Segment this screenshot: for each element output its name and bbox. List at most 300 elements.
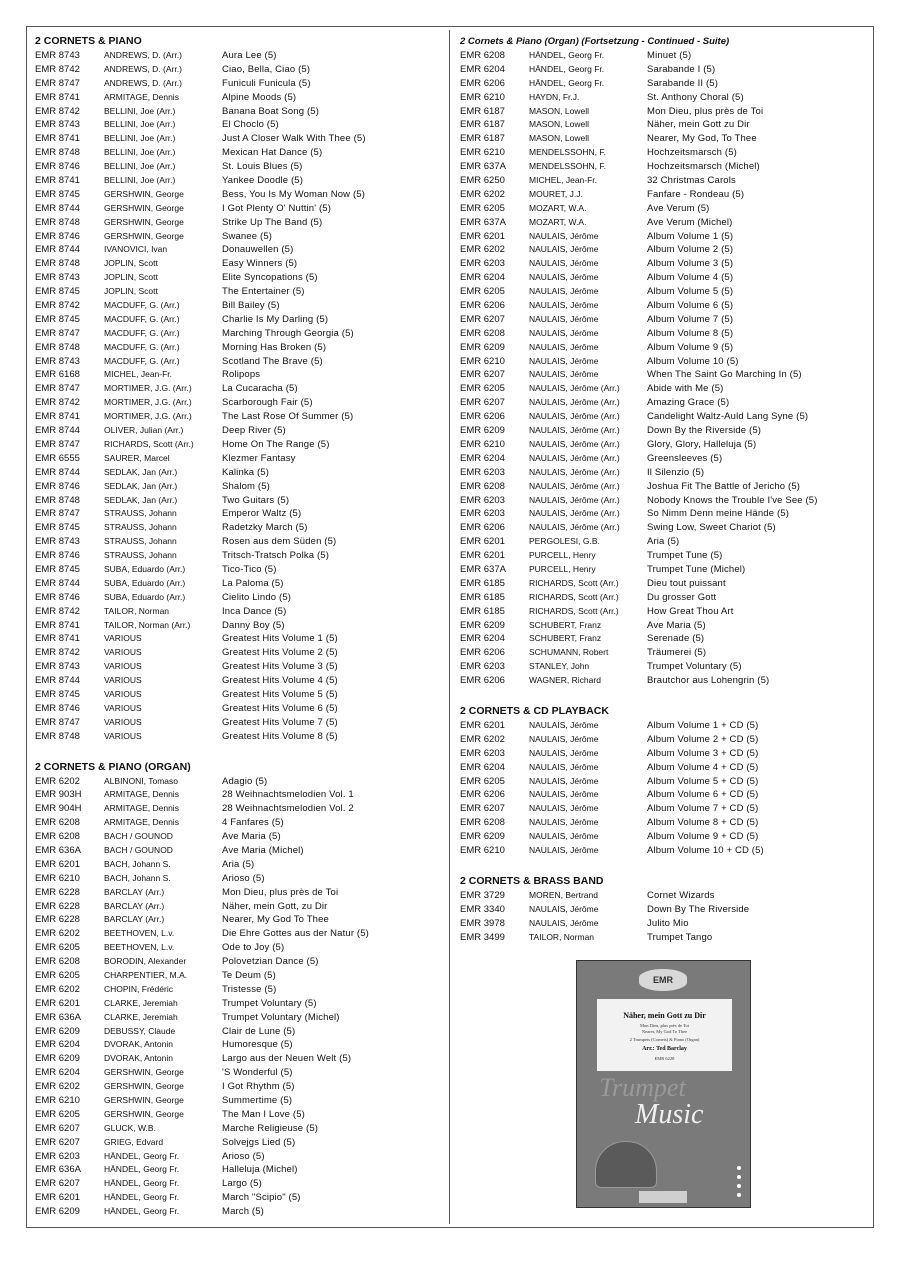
catalog-code: EMR 6209 <box>35 1053 80 1065</box>
piece-title: Strike Up The Band (5) <box>222 216 323 228</box>
composer-name: GERSHWIN, George <box>104 1081 184 1092</box>
catalog-code: EMR 8747 <box>35 327 80 339</box>
composer-name: TAILOR, Norman <box>529 931 595 942</box>
catalog-code: EMR 6203 <box>460 747 505 759</box>
composer-name: ARMITAGE, Dennis <box>104 817 179 828</box>
catalog-row <box>35 132 443 146</box>
catalog-code: EMR 6210 <box>35 872 80 884</box>
composer-name: ANDREWS, D. (Arr.) <box>104 63 182 74</box>
cover-dots <box>737 1166 742 1202</box>
catalog-row <box>35 1108 443 1122</box>
composer-name: BELLINI, Joe (Arr.) <box>104 147 176 158</box>
catalog-row <box>35 969 443 983</box>
catalog-code: EMR 6206 <box>460 675 505 687</box>
composer-name: PERGOLESI, G.B. <box>529 536 600 547</box>
catalog-code: EMR 8745 <box>35 522 80 534</box>
catalog-code: EMR 8741 <box>35 133 80 145</box>
catalog-code: EMR 8746 <box>35 161 80 173</box>
composer-name: NAULAIS, Jérôme <box>529 803 599 814</box>
piece-title: Inca Dance (5) <box>222 605 287 617</box>
catalog-code: EMR 8741 <box>35 619 80 631</box>
piece-title: 'S Wonderful (5) <box>222 1067 293 1079</box>
piece-title: Trumpet Tune (Michel) <box>647 563 746 575</box>
piece-title: Die Ehre Gottes aus der Natur (5) <box>222 928 369 940</box>
composer-name: NAULAIS, Jérôme (Arr.) <box>529 466 620 477</box>
composer-name: HAYDN, Fr.J. <box>529 91 580 102</box>
catalog-code: EMR 6207 <box>35 1178 80 1190</box>
composer-name: HÄNDEL, Georg Fr. <box>529 50 605 60</box>
catalog-code: EMR 8748 <box>35 147 80 159</box>
composer-name: NAULAIS, Jérôme <box>529 286 599 297</box>
catalog-row <box>460 563 868 577</box>
catalog-code: EMR 8748 <box>35 216 80 228</box>
catalog-row <box>460 118 868 132</box>
piece-title: Bill Bailey (5) <box>222 300 280 312</box>
catalog-section <box>35 760 443 1220</box>
piece-title: The Last Rose Of Summer (5) <box>222 411 354 423</box>
catalog-row <box>35 202 443 216</box>
composer-name: MASON, Lowell <box>529 133 589 144</box>
catalog-row <box>460 747 868 761</box>
catalog-row <box>35 146 443 160</box>
catalog-row <box>35 1052 443 1066</box>
composer-name: NAULAIS, Jérôme <box>529 733 599 744</box>
catalog-row <box>460 63 868 77</box>
catalog-code: EMR 8746 <box>35 591 80 603</box>
catalog-code: EMR 8743 <box>35 355 80 367</box>
catalog-row <box>35 913 443 927</box>
composer-name: VARIOUS <box>104 730 142 741</box>
catalog-code: EMR 6209 <box>35 1025 80 1037</box>
catalog-code: EMR 6185 <box>460 605 505 617</box>
catalog-row <box>460 202 868 216</box>
catalog-row <box>460 494 868 508</box>
catalog-code: EMR 6201 <box>35 858 80 870</box>
catalog-code: EMR 6210 <box>460 147 505 159</box>
composer-name: NAULAIS, Jérôme (Arr.) <box>529 508 620 519</box>
piece-title: Album Volume 3 + CD (5) <box>647 747 759 759</box>
composer-name: GERSHWIN, George <box>104 202 184 213</box>
composer-name: SEDLAK, Jan (Arr.) <box>104 494 178 505</box>
catalog-code: EMR 8743 <box>35 119 80 131</box>
column-divider <box>449 30 450 1224</box>
catalog-row <box>35 494 443 508</box>
catalog-row <box>35 1150 443 1164</box>
catalog-row <box>35 702 443 716</box>
catalog-code: EMR 8743 <box>35 661 80 673</box>
left-column <box>35 34 443 1219</box>
piece-title: Fanfare - Rondeau (5) <box>647 188 745 200</box>
catalog-code: EMR 8747 <box>35 438 80 450</box>
composer-name: BARCLAY (Arr.) <box>104 914 165 925</box>
catalog-code: EMR 6203 <box>460 494 505 506</box>
catalog-code: EMR 8747 <box>35 508 80 520</box>
piece-title: Album Volume 6 + CD (5) <box>647 789 759 801</box>
catalog-code: EMR 6207 <box>460 397 505 409</box>
cover-title-card <box>597 999 732 1071</box>
composer-name: CHOPIN, Frédéric <box>104 983 173 994</box>
piece-title: Brautchor aus Lohengrin (5) <box>647 675 770 687</box>
catalog-code: EMR 6202 <box>35 1081 80 1093</box>
piece-title: Marching Through Georgia (5) <box>222 327 354 339</box>
catalog-row <box>35 997 443 1011</box>
catalog-code: EMR 636A <box>35 1011 81 1023</box>
catalog-code: EMR 6207 <box>35 1122 80 1134</box>
piece-title: I Got Rhythm (5) <box>222 1081 295 1093</box>
catalog-row <box>35 77 443 91</box>
catalog-row <box>35 341 443 355</box>
cover-word-music: Music <box>635 1099 704 1130</box>
catalog-row <box>460 549 868 563</box>
composer-name: VARIOUS <box>104 661 142 672</box>
piece-title: Album Volume 4 + CD (5) <box>647 761 759 773</box>
composer-name: HÄNDEL, Georg Fr. <box>104 1150 180 1161</box>
catalog-code: EMR 636A <box>35 844 81 856</box>
piece-title: Easy Winners (5) <box>222 258 298 270</box>
catalog-code: EMR 6204 <box>460 761 505 773</box>
piece-title: So Nimm Denn meine Hände (5) <box>647 508 790 520</box>
catalog-row <box>35 424 443 438</box>
catalog-code: EMR 6228 <box>35 886 80 898</box>
composer-name: WAGNER, Richard <box>529 675 601 686</box>
piece-title: Halleluja (Michel) <box>222 1164 298 1176</box>
catalog-row <box>460 313 868 327</box>
catalog-code: EMR 6205 <box>35 942 80 954</box>
piece-title: Cielito Lindo (5) <box>222 591 292 603</box>
piece-title: Ode to Joy (5) <box>222 942 285 954</box>
catalog-section <box>460 874 868 945</box>
catalog-code: EMR 6208 <box>35 831 80 843</box>
composer-name: HÄNDEL, Georg Fr. <box>104 1178 180 1189</box>
piece-title: Ave Maria (5) <box>647 619 706 631</box>
composer-name: JOPLIN, Scott <box>104 272 158 283</box>
composer-name: NAULAIS, Jérôme <box>529 831 599 842</box>
composer-name: HÄNDEL, Georg Fr. <box>529 63 605 74</box>
composer-name: BEETHOVEN, L.v. <box>104 942 175 953</box>
piece-title: Album Volume 3 (5) <box>647 258 734 270</box>
catalog-row <box>35 243 443 257</box>
catalog-code: EMR 6201 <box>35 1192 80 1204</box>
catalog-row <box>460 816 868 830</box>
piece-title: Funiculi Funicula (5) <box>222 77 311 89</box>
catalog-row <box>35 872 443 886</box>
composer-name: JOPLIN, Scott <box>104 258 158 269</box>
piece-title: Album Volume 8 (5) <box>647 327 734 339</box>
catalog-code: EMR 8744 <box>35 244 80 256</box>
catalog-code: EMR 6205 <box>460 383 505 395</box>
catalog-code: EMR 6205 <box>460 286 505 298</box>
piece-title: Donauwellen (5) <box>222 244 294 256</box>
composer-name: JOPLIN, Scott <box>104 286 158 297</box>
catalog-row <box>460 216 868 230</box>
piece-title: Mon Dieu, plus près de Toi <box>222 886 339 898</box>
cover-publisher-mark <box>639 1191 687 1203</box>
piece-title: March (5) <box>222 1206 264 1218</box>
catalog-row <box>460 382 868 396</box>
piece-title: Nearer, My God, To Thee <box>647 133 757 145</box>
section-heading: 2 CORNETS & PIANO <box>35 35 142 47</box>
piece-title: Trumpet Voluntary (5) <box>222 997 317 1009</box>
catalog-row <box>35 438 443 452</box>
catalog-row <box>460 719 868 733</box>
catalog-row <box>35 1205 443 1219</box>
composer-name: GRIEG, Edvard <box>104 1136 164 1147</box>
composer-name: MENDELSSOHN, F. <box>529 147 606 158</box>
piece-title: Humoresque (5) <box>222 1039 293 1051</box>
catalog-row <box>35 549 443 563</box>
catalog-code: EMR 8748 <box>35 730 80 742</box>
catalog-row <box>460 341 868 355</box>
catalog-code: EMR 8741 <box>35 91 80 103</box>
composer-name: NAULAIS, Jérôme <box>529 272 599 283</box>
composer-name: MASON, Lowell <box>529 105 589 116</box>
piece-title: Sarabande I (5) <box>647 63 716 75</box>
catalog-row <box>35 688 443 702</box>
composer-name: NAULAIS, Jérôme <box>529 761 599 772</box>
composer-name: GERSHWIN, George <box>104 188 184 199</box>
catalog-code: EMR 8742 <box>35 397 80 409</box>
composer-name: BELLINI, Joe (Arr.) <box>104 105 176 116</box>
composer-name: MICHEL, Jean-Fr. <box>529 175 598 186</box>
trumpet-illustration <box>595 1141 657 1188</box>
composer-name: RICHARDS, Scott (Arr.) <box>529 591 619 602</box>
catalog-code: EMR 6185 <box>460 591 505 603</box>
catalog-code: EMR 3340 <box>460 903 505 915</box>
piece-title: Just A Closer Walk With Thee (5) <box>222 133 366 145</box>
piece-title: Greatest Hits Volume 8 (5) <box>222 730 338 742</box>
piece-title: Rolipops <box>222 369 261 381</box>
catalog-row <box>35 1163 443 1177</box>
composer-name: NAULAIS, Jérôme (Arr.) <box>529 383 620 394</box>
piece-title: Morning Has Broken (5) <box>222 341 327 353</box>
catalog-code: EMR 6206 <box>460 522 505 534</box>
catalog-row <box>460 188 868 202</box>
composer-name: MORTIMER, J.G. (Arr.) <box>104 397 192 408</box>
piece-title: Näher, mein Gott zu Dir <box>647 119 750 131</box>
piece-title: Largo (5) <box>222 1178 262 1190</box>
catalog-row <box>460 660 868 674</box>
piece-title: Tristesse (5) <box>222 983 277 995</box>
composer-name: SEDLAK, Jan (Arr.) <box>104 480 178 491</box>
catalog-row <box>35 886 443 900</box>
catalog-row <box>35 591 443 605</box>
composer-name: BACH, Johann S. <box>104 858 171 869</box>
catalog-code: EMR 6209 <box>35 1206 80 1218</box>
catalog-code: EMR 8744 <box>35 202 80 214</box>
catalog-code: EMR 6208 <box>460 50 505 61</box>
composer-name: BARCLAY (Arr.) <box>104 900 165 911</box>
piece-title: Greatest Hits Volume 6 (5) <box>222 702 338 714</box>
catalog-code: EMR 6201 <box>460 536 505 548</box>
piece-title: Album Volume 10 + CD (5) <box>647 844 764 856</box>
piece-title: Candelight Waltz-Auld Lang Syne (5) <box>647 411 809 423</box>
piece-title: Rosen aus dem Süden (5) <box>222 536 337 548</box>
piece-title: Bess, You Is My Woman Now (5) <box>222 188 366 200</box>
catalog-row <box>460 733 868 747</box>
catalog-row <box>35 605 443 619</box>
catalog-code: EMR 6207 <box>460 313 505 325</box>
composer-name: NAULAIS, Jérôme <box>529 903 599 914</box>
composer-name: MACDUFF, G. (Arr.) <box>104 341 180 352</box>
piece-title: Minuet (5) <box>647 50 692 61</box>
piece-title: Ave Maria (5) <box>222 831 281 843</box>
cover-code: EMR 6228 <box>654 1056 675 1061</box>
catalog-code: EMR 6205 <box>35 970 80 981</box>
composer-name: STRAUSS, Johann <box>104 508 177 519</box>
composer-name: NAULAIS, Jérôme <box>529 747 599 758</box>
piece-title: Swing Low, Sweet Chariot (5) <box>647 522 776 534</box>
catalog-row <box>460 271 868 285</box>
catalog-row <box>460 105 868 119</box>
catalog-code: EMR 6209 <box>460 831 505 843</box>
piece-title: Album Volume 4 (5) <box>647 272 734 284</box>
catalog-row <box>35 858 443 872</box>
piece-title: Tico-Tico (5) <box>222 563 277 575</box>
composer-name: ALBINONI, Tomaso <box>104 775 179 786</box>
composer-name: NAULAIS, Jérôme (Arr.) <box>529 411 620 422</box>
catalog-code: EMR 6203 <box>35 1150 80 1162</box>
composer-name: PURCELL, Henry <box>529 563 596 574</box>
piece-title: Album Volume 9 (5) <box>647 341 734 353</box>
piece-title: Largo aus der Neuen Welt (5) <box>222 1053 352 1065</box>
catalog-row <box>460 49 868 63</box>
catalog-row <box>35 188 443 202</box>
composer-name: MORTIMER, J.G. (Arr.) <box>104 411 192 422</box>
catalog-row <box>35 285 443 299</box>
piece-title: Te Deum (5) <box>222 970 276 981</box>
catalog-code: EMR 6185 <box>460 577 505 589</box>
catalog-code: EMR 6207 <box>35 1136 80 1148</box>
piece-title: 28 Weihnachtsmelodien Vol. 2 <box>222 803 354 815</box>
catalog-code: EMR 8747 <box>35 716 80 728</box>
section-heading: 2 CORNETS & BRASS BAND <box>460 874 604 887</box>
piece-title: Greatest Hits Volume 5 (5) <box>222 688 338 700</box>
catalog-code: EMR 8748 <box>35 258 80 270</box>
piece-title: Album Volume 7 + CD (5) <box>647 803 759 815</box>
piece-title: Down By the Riverside (5) <box>647 425 762 437</box>
piece-title: Scarborough Fair (5) <box>222 397 313 409</box>
piece-title: La Cucaracha (5) <box>222 383 298 395</box>
composer-name: RICHARDS, Scott (Arr.) <box>529 605 619 616</box>
catalog-code: EMR 3729 <box>460 889 505 901</box>
piece-title: Ave Maria (Michel) <box>222 844 304 856</box>
catalog-row <box>460 327 868 341</box>
piece-title: Album Volume 6 (5) <box>647 300 734 312</box>
catalog-row <box>460 368 868 382</box>
catalog-code: EMR 8746 <box>35 480 80 492</box>
catalog-row <box>460 507 868 521</box>
piece-title: Charlie Is My Darling (5) <box>222 313 329 325</box>
catalog-row <box>35 466 443 480</box>
piece-title: St. Anthony Choral (5) <box>647 91 744 103</box>
catalog-code: EMR 8742 <box>35 105 80 117</box>
composer-name: MACDUFF, G. (Arr.) <box>104 313 180 324</box>
composer-name: STRAUSS, Johann <box>104 550 177 561</box>
catalog-code: EMR 637A <box>460 161 506 173</box>
catalog-code: EMR 904H <box>35 803 82 815</box>
composer-name: NAULAIS, Jérôme (Arr.) <box>529 397 620 408</box>
piece-title: 28 Weihnachtsmelodien Vol. 1 <box>222 789 354 801</box>
catalog-code: EMR 6202 <box>35 983 80 995</box>
composer-name: SUBA, Eduardo (Arr.) <box>104 577 186 588</box>
composer-name: NAULAIS, Jérôme <box>529 300 599 311</box>
catalog-code: EMR 8743 <box>35 536 80 548</box>
composer-name: STRAUSS, Johann <box>104 536 177 547</box>
piece-title: Trumpet Tune (5) <box>647 550 723 562</box>
piece-title: Trumpet Tango <box>647 931 713 943</box>
catalog-code: EMR 6210 <box>460 91 505 103</box>
catalog-row <box>460 889 868 903</box>
composer-name: NAULAIS, Jérôme <box>529 719 599 730</box>
composer-name: MASON, Lowell <box>529 119 589 130</box>
piece-title: Shalom (5) <box>222 480 270 492</box>
catalog-row <box>35 118 443 132</box>
piece-title: Emperor Waltz (5) <box>222 508 302 520</box>
catalog-code: EMR 6201 <box>35 997 80 1009</box>
piece-title: Ave Verum (5) <box>647 202 710 214</box>
composer-name: NAULAIS, Jérôme <box>529 230 599 241</box>
composer-name: DVORAK, Antonin <box>104 1039 173 1050</box>
catalog-code: EMR 8746 <box>35 230 80 242</box>
catalog-row <box>35 382 443 396</box>
catalog-section <box>35 34 443 744</box>
catalog-row <box>460 619 868 633</box>
catalog-section <box>460 34 868 688</box>
composer-name: BORODIN, Alexander <box>104 956 187 967</box>
catalog-code: EMR 6204 <box>460 633 505 645</box>
piece-title: When The Saint Go Marching In (5) <box>647 369 802 381</box>
piece-title: Marche Religieuse (5) <box>222 1122 319 1134</box>
composer-name: BELLINI, Joe (Arr.) <box>104 119 176 130</box>
piece-title: Yankee Doodle (5) <box>222 175 304 187</box>
catalog-code: EMR 6202 <box>35 775 80 787</box>
composer-name: NAULAIS, Jérôme <box>529 355 599 366</box>
composer-name: NAULAIS, Jérôme (Arr.) <box>529 438 620 449</box>
catalog-row <box>460 646 868 660</box>
piece-title: Album Volume 2 + CD (5) <box>647 733 759 745</box>
catalog-row <box>35 410 443 424</box>
piece-title: Greatest Hits Volume 1 (5) <box>222 633 338 645</box>
composer-name: BACH / GOUNOD <box>104 831 173 842</box>
catalog-code: EMR 6209 <box>460 425 505 437</box>
composer-name: MOURET, J.J. <box>529 188 583 199</box>
catalog-code: EMR 6168 <box>35 369 80 381</box>
piece-title: Album Volume 9 + CD (5) <box>647 831 759 843</box>
catalog-row <box>460 903 868 917</box>
piece-title: Home On The Range (5) <box>222 438 330 450</box>
catalog-code: EMR 6208 <box>35 956 80 968</box>
composer-name: IVANOVICI, Ivan <box>104 244 168 255</box>
catalog-code: EMR 8745 <box>35 188 80 200</box>
catalog-code: EMR 8744 <box>35 577 80 589</box>
catalog-row <box>35 174 443 188</box>
composer-name: MORTIMER, J.G. (Arr.) <box>104 383 192 394</box>
composer-name: PURCELL, Henry <box>529 550 596 561</box>
catalog-code: EMR 8744 <box>35 675 80 687</box>
catalog-row <box>35 900 443 914</box>
composer-name: SCHUBERT, Franz <box>529 633 602 644</box>
catalog-row <box>460 257 868 271</box>
composer-name: NAULAIS, Jérôme <box>529 341 599 352</box>
piece-title: Abide with Me (5) <box>647 383 724 395</box>
piece-title: Album Volume 5 + CD (5) <box>647 775 759 787</box>
catalog-code: EMR 8743 <box>35 272 80 284</box>
catalog-code: EMR 6250 <box>460 175 505 187</box>
catalog-code: EMR 6207 <box>460 369 505 381</box>
catalog-row <box>460 761 868 775</box>
piece-title: Two Guitars (5) <box>222 494 290 506</box>
catalog-row <box>460 243 868 257</box>
